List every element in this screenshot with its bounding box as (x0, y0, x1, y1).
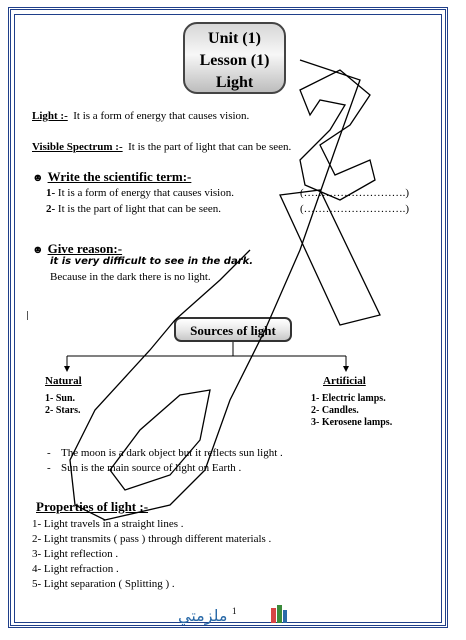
artificial-item: 3- Kerosene lamps. (311, 417, 393, 428)
property-item: 4- Light refraction . (32, 563, 119, 575)
give-reason-answer: Because in the dark there is no light. (50, 271, 211, 283)
scientific-term-item: 1- It is a form of energy that causes vision. (46, 187, 234, 199)
scientific-term-title: Write the scientific term:- (47, 169, 192, 184)
give-reason-question: it is very difficult to see in the dark. (50, 256, 254, 267)
natural-label: Natural (45, 375, 82, 387)
properties-heading: Properties of light :- (36, 499, 149, 514)
unit-title: Unit (1) (208, 30, 261, 47)
lesson-title: Lesson (1) (199, 52, 270, 69)
sources-of-light-box: Sources of light (174, 317, 292, 342)
definition-term: Light :- (32, 110, 68, 122)
page-number: 1 (232, 606, 237, 616)
natural-item: 1- Sun. (45, 393, 76, 404)
artificial-item: 2- Candles. (311, 405, 359, 416)
topic-title: Light (215, 74, 254, 91)
definition-text: It is a form of energy that causes vision. (73, 110, 250, 122)
smiley-bullet-icon: ☻ (32, 172, 44, 184)
property-item: 1- Light travels in a straight lines . (32, 518, 184, 530)
definition-term: Visible Spectrum :- (32, 141, 123, 153)
artificial-label: Artificial (323, 375, 366, 387)
definition-text: It is the part of light that can be seen. (128, 141, 292, 153)
natural-item: 2- Stars. (45, 405, 81, 416)
scientific-term-answer-blank: (……………………….) (300, 203, 410, 215)
site-logo-text: ملزمتي (178, 606, 228, 625)
artificial-item: 1- Electric lamps. (311, 393, 386, 404)
scientific-term-answer-blank: (……………………….) (300, 187, 410, 199)
books-logo-icon (270, 602, 288, 624)
source-note: - Sun is the main source of light on Earth . (47, 462, 242, 474)
property-item: 2- Light transmits ( pass ) through different materials . (32, 533, 272, 545)
property-item: 3- Light reflection . (32, 548, 119, 560)
give-reason-title: Give reason:- (47, 241, 123, 256)
scientific-term-item: 2- It is the part of light that can be seen. (46, 203, 222, 215)
property-item: 5- Light separation ( Splitting ) . (32, 578, 175, 590)
source-note: - The moon is a dark object but it reflects sun light . (47, 447, 283, 459)
smiley-bullet-icon: ☻ (32, 244, 44, 256)
